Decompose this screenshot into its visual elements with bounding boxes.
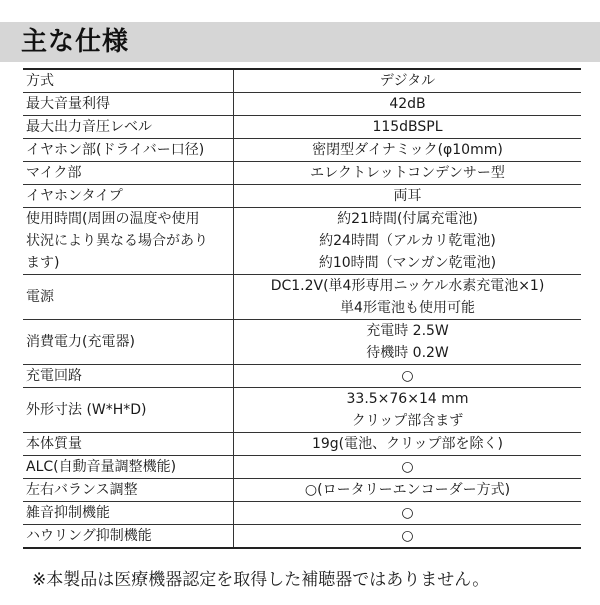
spec-label — [23, 208, 234, 275]
spec-label-line: 最大音量利得 — [26, 96, 110, 112]
spec-value — [234, 525, 582, 549]
spec-value — [234, 162, 582, 185]
spec-value — [234, 365, 582, 388]
spec-value-line: エレクトレットコンデンサー型 — [310, 165, 505, 181]
spec-label-line: ALC(自動音量調整機能) — [26, 459, 177, 475]
spec-label — [23, 275, 234, 320]
spec-row — [23, 185, 581, 208]
spec-label — [23, 93, 234, 116]
disclaimer-note: ※本製品は医療機器認定を取得した補聴器ではありません。 — [32, 570, 490, 590]
spec-value-line: ○ — [401, 528, 414, 544]
spec-label — [23, 185, 234, 208]
spec-label — [23, 139, 234, 162]
spec-value-line: 約21時間(付属充電池) — [337, 211, 478, 227]
spec-row — [23, 433, 581, 456]
spec-row — [23, 525, 581, 549]
spec-label — [23, 502, 234, 525]
spec-label-line: 方式 — [26, 73, 54, 89]
spec-value-line: 両耳 — [393, 188, 422, 204]
spec-label-line: 充電回路 — [26, 368, 82, 384]
spec-label-line: ます) — [26, 255, 60, 271]
spec-row — [23, 388, 581, 433]
spec-value — [234, 388, 582, 433]
spec-row — [23, 93, 581, 116]
spec-value-line: 密閉型ダイナミック(φ10mm) — [312, 142, 503, 158]
spec-table — [23, 68, 581, 549]
spec-row — [23, 479, 581, 502]
spec-row — [23, 208, 581, 275]
spec-value-line: ○ — [401, 505, 414, 521]
spec-label-line: ハウリング抑制機能 — [26, 528, 152, 544]
spec-value — [234, 116, 582, 139]
spec-label-line: イヤホン部(ドライバー口径) — [26, 142, 205, 158]
spec-value-line: デジタル — [379, 73, 436, 89]
spec-value-line: ○ — [401, 459, 414, 475]
spec-value — [234, 433, 582, 456]
spec-label-line: 最大出力音圧レベル — [26, 119, 152, 135]
spec-label-line: 電源 — [26, 289, 54, 305]
spec-value — [234, 479, 582, 502]
spec-row — [23, 275, 581, 320]
spec-value-line: 充電時 2.5W — [366, 323, 449, 339]
spec-value — [234, 185, 582, 208]
spec-value-line: クリップ部含まず — [351, 413, 464, 429]
spec-row — [23, 320, 581, 365]
spec-label-line: 使用時間(周囲の温度や使用 — [26, 211, 200, 227]
spec-label — [23, 388, 234, 433]
spec-label — [23, 162, 234, 185]
spec-value-line: DC1.2V(単4形専用ニッケル水素充電池×1) — [270, 278, 545, 294]
spec-value-line: 約24時間（アルカリ乾電池) — [319, 233, 496, 249]
spec-label — [23, 116, 234, 139]
spec-label — [23, 479, 234, 502]
spec-label-line: 雑音抑制機能 — [26, 505, 110, 521]
spec-label-line: 外形寸法 (W*H*D) — [26, 402, 147, 418]
spec-label — [23, 320, 234, 365]
spec-row — [23, 139, 581, 162]
spec-row — [23, 162, 581, 185]
spec-label — [23, 433, 234, 456]
section-title: 主な仕様 — [21, 27, 130, 57]
spec-value — [234, 502, 582, 525]
spec-value — [234, 208, 582, 275]
spec-value-line: 115dBSPL — [372, 119, 443, 135]
spec-value-line: ○(ロータリーエンコーダー方式) — [304, 482, 511, 498]
spec-label-line: 左右バランス調整 — [26, 482, 138, 498]
spec-label-line: 消費電力(充電器) — [26, 334, 135, 350]
spec-label — [23, 69, 234, 93]
spec-label — [23, 456, 234, 479]
spec-row — [23, 365, 581, 388]
spec-label-line: 本体質量 — [26, 436, 82, 452]
spec-row — [23, 69, 581, 93]
spec-value — [234, 456, 582, 479]
spec-value — [234, 69, 582, 93]
spec-value-line: 単4形電池も使用可能 — [340, 300, 475, 316]
spec-label — [23, 525, 234, 549]
spec-row — [23, 116, 581, 139]
spec-label — [23, 365, 234, 388]
spec-row — [23, 456, 581, 479]
spec-value-line: 約10時間（マンガン乾電池) — [318, 255, 497, 271]
spec-value-line: 33.5×76×14 mm — [346, 391, 469, 407]
section-header — [0, 22, 600, 62]
spec-label-line: イヤホンタイプ — [26, 188, 123, 204]
spec-value-line: ○ — [401, 368, 414, 384]
spec-value-line: 19g(電池、クリップ部を除く) — [311, 436, 504, 452]
spec-label-line: 状況により異なる場合があり — [26, 233, 208, 249]
spec-label-line: マイク部 — [26, 165, 82, 181]
spec-value-line: 42dB — [389, 96, 426, 112]
spec-value — [234, 275, 582, 320]
spec-value — [234, 320, 582, 365]
spec-value-line: 待機時 0.2W — [366, 345, 449, 361]
spec-value — [234, 93, 582, 116]
spec-row — [23, 502, 581, 525]
spec-value — [234, 139, 582, 162]
